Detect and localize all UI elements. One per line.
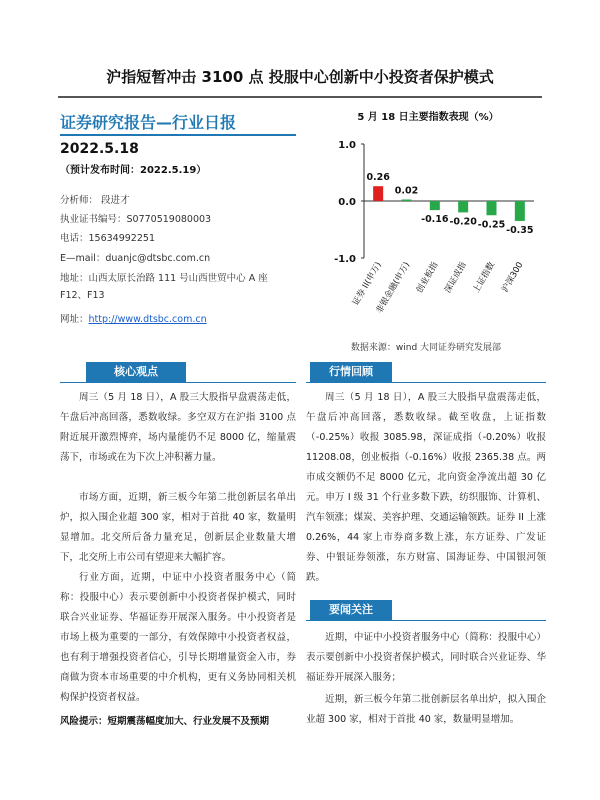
analyst-name: 分析师： 段进才 <box>60 195 130 206</box>
chart-bar <box>373 186 383 201</box>
chart-category-label: 深证成指 <box>443 260 469 295</box>
chart-bar <box>515 201 525 221</box>
report-date: 2022.5.18 <box>60 141 139 157</box>
website-link[interactable]: http://www.dtsbc.com.cn <box>88 314 207 325</box>
header-divider <box>58 96 542 98</box>
section-tab-news: 要闻关注 <box>310 600 392 620</box>
section-tab-market-review: 行情回顾 <box>310 362 392 382</box>
chart-bar <box>430 201 440 210</box>
report-type-underline <box>60 134 296 136</box>
analyst-cert: 执业证书编号：S0770519080003 <box>60 214 212 225</box>
section-divider <box>60 382 296 383</box>
news-paragraph: 近期，新三板今年第二批创新层名单出炉，拟入围企业超 300 家，相对于首批 40 家，数量明显增加。 <box>306 694 546 725</box>
core-view-paragraph: 市场方面，近期，新三板今年第二批创新层名单出炉，拟入围企业超 300 家，相对于首批 40 家，数量明显增加。北交所后备力量充足，创新层企业数量大增下，北交所上市公司有望迎来大幅扩容。 <box>60 492 296 563</box>
website-row <box>60 311 300 328</box>
chart-data-label: -0.20 <box>449 216 477 228</box>
chart-y-tick-label: 0.0 <box>338 197 356 208</box>
section-tab-core-view: 核心观点 <box>86 362 186 382</box>
report-type: 证券研究报告—行业日报 <box>60 113 237 132</box>
chart-data-label: 0.02 <box>394 185 419 197</box>
index-performance-chart <box>306 124 546 330</box>
market-review-paragraph: 周三（5 月 18 日），A 股三大股指早盘震荡走低，午盘后冲高回落，悉数收绿。截至收盘，上证指数（-0.25%）收报 3085.98，深证成指（-0.20%）收报 11208.08，创业板指（-0.16%）收报 2365.38 点。两市成交额仍不足 8000 亿元，北向资金净流出超 30 亿元。申万 I 级 31 个行业多数下跌，纺织服饰、计算机、汽车领涨；煤炭、美容护理、交通运输领跌。证券 II 上涨 0.26%，44 家上市券商多数上涨，东方证券、广发证券、中银证券领涨，东方财富、国海证券、中国银河领跌。 <box>306 392 546 583</box>
chart-data-label: -0.35 <box>506 224 534 236</box>
chart-data-label: -0.16 <box>421 214 449 226</box>
chart-data-label: -0.25 <box>477 219 506 231</box>
chart-bar <box>402 200 412 202</box>
section-divider <box>306 382 546 383</box>
analyst-email: E—mail：duanjc@dtsbc.com.cn <box>60 253 211 264</box>
chart-y-tick-label: -1.0 <box>334 254 356 265</box>
chart-title: 5 月 18 日主要指数表现（%） <box>357 112 499 123</box>
chart-category-label: 上证指数 <box>471 260 498 295</box>
core-view-paragraph: 周三（5 月 18 日），A 股三大股指早盘震荡走低，午盘后冲高回落，悉数收绿。多空双方在沪指 3100 点附近展开激烈博弈，场内量能仍不足 8000 亿，缩量震荡下，市场或在为下次上冲积蓄力量。 <box>60 392 296 463</box>
chart-y-tick-label: 1.0 <box>338 140 356 151</box>
publish-date: （预计发布时间：2022.5.19） <box>60 165 207 176</box>
section-divider <box>306 620 546 621</box>
website-label: 网址： <box>60 314 89 325</box>
chart-category-label: 沪深300 <box>500 260 526 295</box>
news-paragraph: 近期，中证中小投资者服务中心（简称：投服中心）表示要创新中小投资者保护模式，同时联合兴业证券、华福证券开展深入服务； <box>306 632 546 683</box>
chart-category-label: 非银金融(申万) <box>374 260 413 316</box>
document-title: 沪指短暂冲击 3100 点 投服中心创新中小投资者保护模式 <box>106 68 494 86</box>
chart-source: 数据来源：wind 大同证券研究发展部 <box>350 343 502 353</box>
chart-bar <box>458 201 468 212</box>
analyst-address: 地址：山西太原长治路 111 号山西世贸中心 A 座 F12、F13 <box>60 273 268 301</box>
risk-warning: 风险提示：短期震荡幅度加大、行业发展不及预期 <box>60 716 270 727</box>
chart-bar <box>487 201 497 215</box>
chart-category-label: 创业板指 <box>414 260 441 295</box>
core-view-paragraph: 行业方面，近期，中证中小投资者服务中心（简称：投服中心）表示要创新中小投资者保护模式，同时联合兴业证券、华福证券开展深入服务。中小投资者是市场上极为重要的一部分，有效保障中小投资者权益，也有利于增强投资者信心，引导长期增量资金入市，券商做为资本市场重要的中介机构，更有义务协同相关机构保护投资者权益。 <box>60 572 296 703</box>
analyst-phone: 电话：15634992251 <box>60 233 155 244</box>
chart-data-label: 0.26 <box>366 172 390 184</box>
chart-category-label: 证券 II(申万) <box>350 260 384 308</box>
